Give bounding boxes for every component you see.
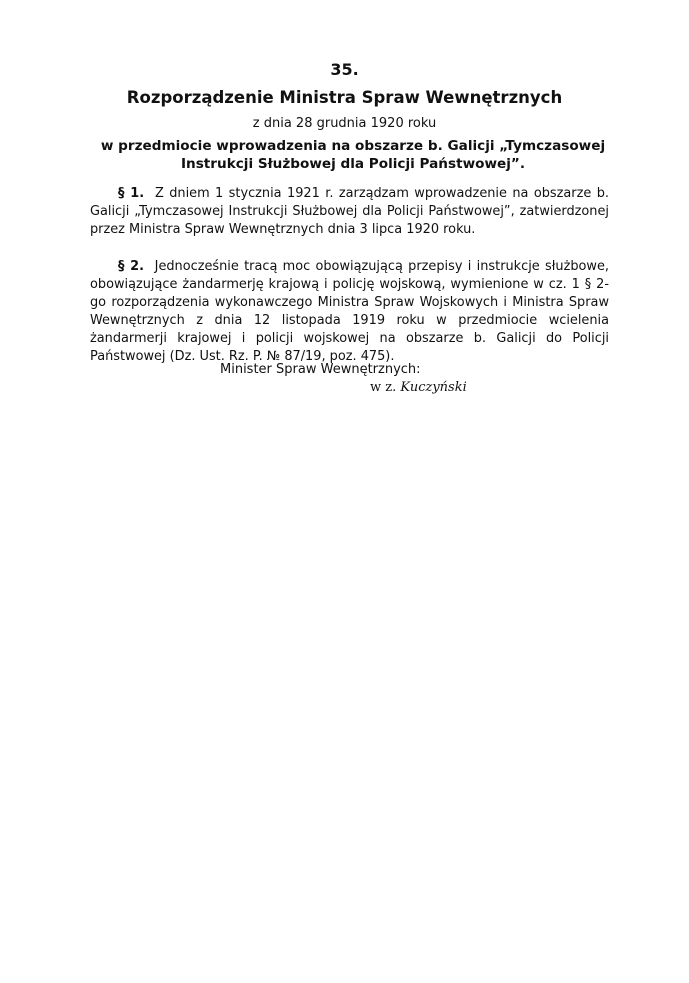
signature-name: Kuczyński xyxy=(400,380,467,395)
regulation-date: z dnia 28 grudnia 1920 roku xyxy=(252,116,437,131)
signature-line xyxy=(370,380,467,395)
regulation-title: Rozporządzenie Ministra Spraw Wewnętrznych xyxy=(126,88,563,107)
section-1-marker: § 1. xyxy=(118,186,145,201)
paragraph-2 xyxy=(90,258,609,366)
section-1-text: Z dniem 1 stycznia 1921 r. zarządzam wprowadzenie na obszarze b. Galicji „Tymczasowej Instrukcji Służbowej dla Policji Państwowej”, zatwierdzonej przez Ministra Spraw Wewnętrznych dnia 3 lipca 1920 roku. xyxy=(90,186,609,237)
signer-title: Minister Spraw Wewnętrznych: xyxy=(220,362,421,377)
section-2-marker: § 2. xyxy=(118,259,145,274)
section-2-text: Jednocześnie tracą moc obowiązującą przepisy i instrukcje służbowe, obowiązujące żandarmerję krajową i policję wojskową, wymienione w cz. 1 § 2-go rozporządzenia wykonawczego Ministra Spraw Wojskowych i Ministra Spraw Wewnętrznych z dnia 12 listopada 1919 roku w przedmiocie wcielenia żandarmerji krajowej i policji wojskowej na obszarze b. Galicji do Policji Państwowej (Dz. Ust. Rz. P. № 87/19, poz. 475). xyxy=(90,259,609,364)
paragraph-1 xyxy=(90,185,609,239)
signature-prefix: w z. xyxy=(370,380,397,395)
regulation-subject: w przedmiocie wprowadzenia na obszarze b. Galicji „Tymczasowej Instrukcji Służbowej dla Policji Państwowej”. xyxy=(100,138,606,172)
regulation-number: 35. xyxy=(330,60,359,79)
